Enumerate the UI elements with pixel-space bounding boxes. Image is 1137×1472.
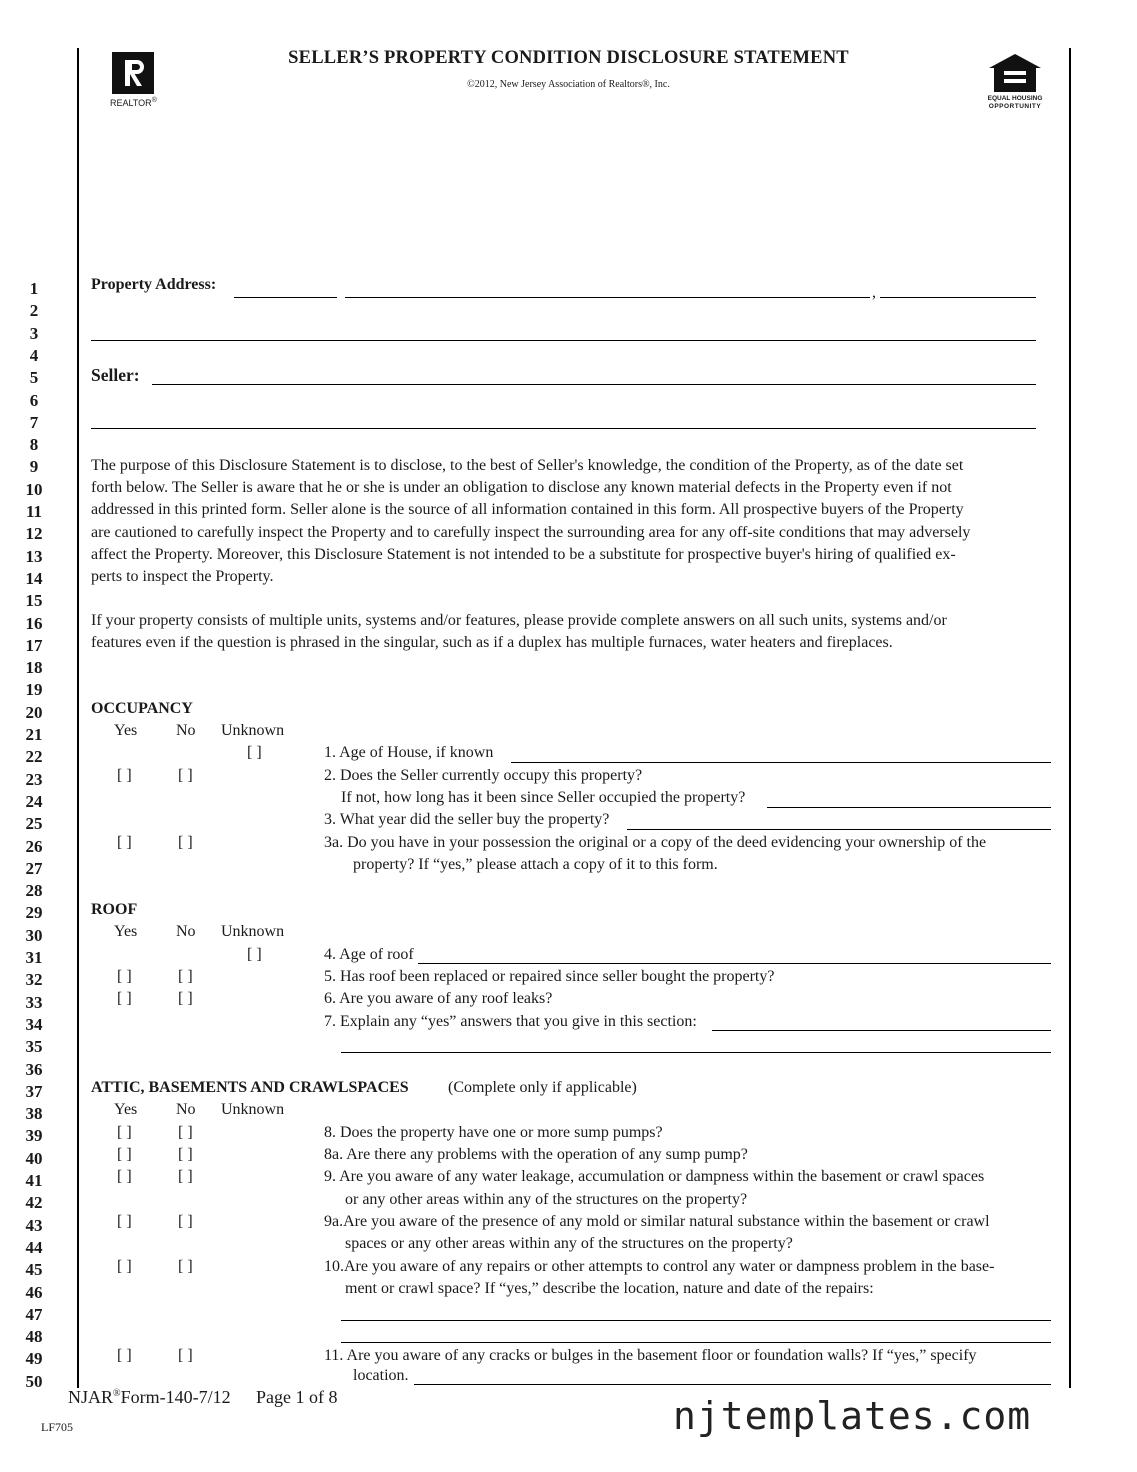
q11-text-1: 11. Are you aware of any cracks or bulges in the basement floor or foundation walls? If “yes,” specify [324,1347,977,1364]
q9a-text-1: 9a.Are you aware of the presence of any mold or similar natural substance within the basement or crawl [324,1213,990,1230]
q8a-no-checkbox[interactable]: [ ] [178,1146,193,1163]
seller-line-2[interactable] [91,428,1036,429]
q3-answer-field[interactable] [627,829,1051,830]
line-number: 19 [25,680,43,700]
line-number: 12 [25,524,43,544]
line-number: 11 [25,502,43,521]
q9a-yes-checkbox[interactable]: [ ] [117,1213,132,1230]
property-address-field-2[interactable] [345,297,870,298]
q9-yes-checkbox[interactable]: [ ] [117,1168,132,1185]
q8-no-checkbox[interactable]: [ ] [178,1124,193,1141]
q3a-text-1: 3a. Do you have in your possession the original or a copy of the deed evidencing your ownership of the [324,834,987,851]
property-address-label: Property Address: [91,276,217,293]
line-number: 18 [25,658,43,678]
q6-no-checkbox[interactable]: [ ] [178,990,193,1007]
line-number: 10 [25,479,43,499]
q8-yes-checkbox[interactable]: [ ] [117,1124,132,1141]
q3a-yes-checkbox[interactable]: [ ] [117,834,132,851]
q8a-text: 8a. Are there any problems with the operation of any sump pump? [324,1146,748,1163]
form-id [68,1387,231,1408]
line-number: 47 [25,1304,43,1324]
line-number: 28 [25,881,43,901]
line-number: 27 [25,858,43,878]
line-number: 32 [25,970,43,990]
line-number: 17 [25,635,43,655]
watermark: njtemplates.com [673,1394,1032,1438]
intro-line: are cautioned to carefully inspect the Property and to carefully inspect the surrounding area for any off-site conditions that may adversely [91,523,971,541]
line-number: 33 [25,992,43,1012]
equal-housing-logo [984,52,1046,114]
address-comma: , [872,284,876,301]
attic-col-yes: Yes [114,1101,138,1118]
line-number: 46 [25,1282,43,1302]
form-title: SELLER’S PROPERTY CONDITION DISCLOSURE STATEMENT [288,48,849,68]
q9a-text-2: spaces or any other areas within any of the structures on the property? [345,1235,793,1252]
line-number: 5 [29,368,39,388]
line-number: 15 [25,591,43,611]
line-number: 45 [25,1260,43,1280]
q10-answer-field-1[interactable] [341,1320,1051,1321]
roof-heading: ROOF [91,901,138,918]
form-number: Form-140-7/12 [120,1387,231,1407]
line-number: 4 [29,345,39,365]
line-number: 25 [25,814,43,834]
realtor-logo-text: REALTOR® [110,97,157,108]
line-number: 16 [25,613,43,633]
line-number: 29 [25,903,43,923]
attic-col-unknown: Unknown [221,1101,285,1118]
line-number: 36 [25,1059,43,1079]
copyright-notice: ©2012, New Jersey Association of Realtors®, Inc. [467,79,670,90]
line-number: 24 [25,791,43,811]
right-margin-rule [1069,48,1071,1388]
q6-yes-checkbox[interactable]: [ ] [117,990,132,1007]
q11-text-2: location. [353,1367,409,1384]
q7-answer-field[interactable] [712,1030,1051,1031]
roof-col-no: No [176,923,196,940]
property-address-line-2[interactable] [91,340,1036,341]
form-code: LF705 [41,1420,74,1434]
line-number: 34 [25,1014,43,1034]
line-number: 22 [25,747,43,767]
form-reg-mark: ® [113,1388,121,1399]
line-number: 41 [25,1171,43,1190]
seller-label: Seller: [91,365,140,385]
q3a-no-checkbox[interactable]: [ ] [178,834,193,851]
line-number: 39 [25,1126,43,1146]
line-number: 43 [25,1215,43,1235]
q9-text-1: 9. Are you aware of any water leakage, accumulation or dampness within the basement or crawl spaces [324,1168,985,1185]
attic-note: (Complete only if applicable) [448,1079,637,1096]
line-number: 20 [25,702,43,722]
line-number: 13 [25,546,43,566]
q9-no-checkbox[interactable]: [ ] [178,1168,193,1185]
line-number: 9 [29,457,39,477]
q10-answer-field-2[interactable] [341,1342,1051,1343]
line-number: 44 [25,1237,43,1257]
line-number: 38 [25,1104,43,1124]
line-number: 37 [25,1081,43,1101]
attic-col-no: No [176,1101,196,1118]
q6-text: 6. Are you aware of any roof leaks? [324,990,553,1007]
q1-text: 1. Age of House, if known [324,744,494,761]
q2-yes-checkbox[interactable]: [ ] [117,767,132,784]
q5-yes-checkbox[interactable]: [ ] [117,968,132,985]
line-number: 26 [25,836,43,856]
q4-unknown-checkbox[interactable]: [ ] [247,946,262,963]
line-number: 7 [29,412,39,432]
property-address-field-1[interactable] [234,297,337,298]
line-number: 40 [25,1148,43,1168]
line-number: 31 [25,948,43,967]
q7-answer-field-2[interactable] [341,1052,1051,1053]
intro-line: addressed in this printed form. Seller alone is the source of all information contained in this form. All prospective buyers of the Property [91,501,964,519]
intro-line: affect the Property. Moreover, this Disclosure Statement is not intended to be a substitute for prospective buyer's hiring of qualified ex- [91,545,956,563]
q9-text-2: or any other areas within any of the structures on the property? [345,1191,748,1208]
form-prefix: NJAR [68,1387,114,1407]
equal-housing-house-icon [986,52,1044,94]
q11-answer-field[interactable] [414,1384,1051,1385]
q11-yes-checkbox[interactable]: [ ] [117,1347,132,1364]
roof-col-yes: Yes [114,923,138,940]
line-number: 35 [25,1037,43,1057]
eho-line1: EQUAL HOUSING [987,95,1043,102]
q4-text: 4. Age of roof [324,946,414,963]
intro-line: forth below. The Seller is aware that he or she is under an obligation to disclose any known material defects in the Property even if not [91,479,952,497]
q10-yes-checkbox[interactable]: [ ] [117,1258,132,1275]
property-address-field-3[interactable] [880,297,1036,298]
eho-line2: OPPORTUNITY [988,103,1042,110]
line-number: 50 [25,1371,43,1391]
intro-line: features even if the question is phrased in the singular, such as if a duplex has multiple furnaces, water heaters and fireplaces. [91,634,893,652]
q2-text: 2. Does the Seller currently occupy this property? [324,767,643,784]
occupancy-col-unknown: Unknown [221,722,285,739]
line-number: 3 [29,323,39,343]
q2b-text: If not, how long has it been since Seller occupied the property? [341,789,746,806]
page-number: Page 1 of 8 [256,1387,338,1407]
intro-line: The purpose of this Disclosure Statement is to disclose, to the best of Seller's knowledge, the condition of the Property, as of the date set [91,457,964,474]
q7-text: 7. Explain any “yes” answers that you give in this section: [324,1013,697,1030]
line-number: 30 [25,925,43,945]
q3a-text-2: property? If “yes,” please attach a copy of it to this form. [353,856,718,873]
q2b-answer-field[interactable] [767,807,1051,808]
q9a-no-checkbox[interactable]: [ ] [178,1213,193,1230]
q8a-yes-checkbox[interactable]: [ ] [117,1146,132,1163]
q2-no-checkbox[interactable]: [ ] [178,767,193,784]
line-number: 1 [29,279,39,298]
q5-text: 5. Has roof been replaced or repaired since seller bought the property? [324,968,775,985]
left-margin-rule [77,48,79,1388]
q3-text: 3. What year did the seller buy the property? [324,811,610,828]
q1-answer-field[interactable] [511,762,1051,763]
q4-answer-field[interactable] [418,963,1051,964]
q11-no-checkbox[interactable]: [ ] [178,1347,193,1364]
attic-heading: ATTIC, BASEMENTS AND CRAWLSPACES [91,1079,409,1096]
line-number: 23 [25,769,43,789]
line-number: 42 [25,1193,43,1213]
q10-text-2: ment or crawl space? If “yes,” describe the location, nature and date of the repairs: [345,1280,874,1297]
line-number: 49 [25,1349,43,1369]
q10-text-1: 10.Are you aware of any repairs or other attempts to control any water or dampness problem in the base- [324,1258,995,1275]
line-number: 6 [29,390,39,410]
intro-line: If your property consists of multiple units, systems and/or features, please provide complete answers on all such units, systems and/or [91,612,947,629]
occupancy-col-no: No [176,722,196,739]
q1-unknown-checkbox[interactable]: [ ] [247,744,262,761]
q10-no-checkbox[interactable]: [ ] [178,1258,193,1275]
intro-line: perts to inspect the Property. [91,568,274,585]
line-number: 8 [29,435,39,455]
q5-no-checkbox[interactable]: [ ] [178,968,193,985]
q8-text: 8. Does the property have one or more sump pumps? [324,1124,663,1141]
line-number: 21 [25,725,43,744]
line-number: 2 [29,301,39,321]
line-number: 14 [25,568,43,588]
occupancy-heading: OCCUPANCY [91,700,193,717]
occupancy-col-yes: Yes [114,722,138,739]
roof-col-unknown: Unknown [221,923,285,940]
seller-field[interactable] [152,384,1036,385]
line-number: 48 [25,1327,43,1347]
